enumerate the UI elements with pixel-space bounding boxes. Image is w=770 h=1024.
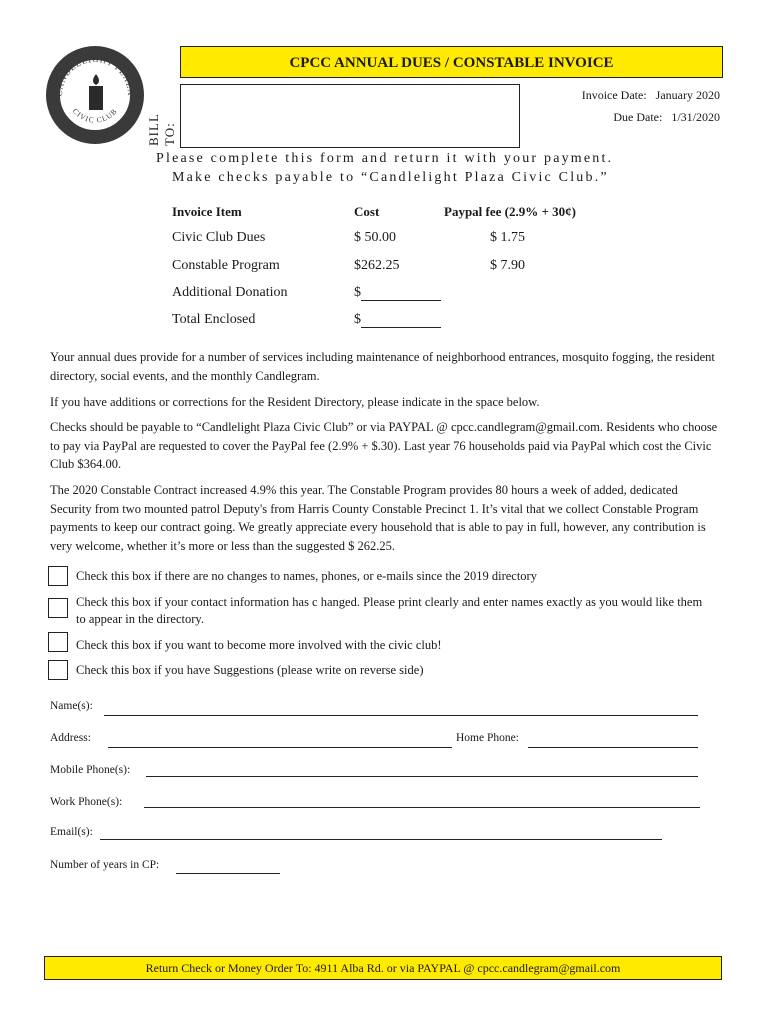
mobile-phone-input[interactable]: [146, 775, 698, 777]
row-fee-constable: $ 7.90: [490, 258, 525, 273]
total-dollar: $: [354, 312, 361, 327]
row-item-constable: Constable Program: [172, 258, 280, 273]
col-header-fee: Paypal fee (2.9% + 30¢): [444, 204, 576, 219]
years-label: Number of years in CP:: [50, 859, 160, 871]
checkbox-info-changed[interactable]: [48, 598, 68, 618]
check-label-no-changes: Check this box if there are no changes to names, phones, or e-mails since the 2019 directory: [76, 569, 537, 583]
email-input[interactable]: [100, 838, 662, 840]
club-logo: [46, 46, 144, 144]
logo-graphic: [46, 46, 144, 144]
checkbox-no-changes[interactable]: [48, 566, 68, 586]
names-label: Name(s):: [50, 700, 93, 712]
address-label: Address:: [50, 732, 91, 744]
row-cost-dues: $ 50.00: [354, 230, 396, 245]
invoice-date-value: January 2020: [655, 88, 720, 102]
home-phone-label: Home Phone:: [456, 732, 519, 744]
donation-amount-line[interactable]: [361, 286, 441, 301]
invoice-title: CPCC ANNUAL DUES / CONSTABLE INVOICE: [180, 46, 723, 78]
paragraph-payment: Checks should be payable to “Candlelight Plaza Civic Club” or via PAYPAL @ cpcc.candlegram@gmail.com. Residents who choose to pay via PayPal are requested to cover the PayPal fee (2.9% + $.30). Last year 76 households paid via PayPal which cost the Civic Club $364.00.: [50, 420, 718, 471]
paragraph-directory: If you have additions or corrections for the Resident Directory, please indicate in the space below.: [50, 395, 540, 409]
logo-text-top: CANDLELIGHT PLAZA: [53, 53, 137, 97]
row-cost-donation[interactable]: [354, 285, 441, 301]
check-label-suggestions: Check this box if you have Suggestions (please write on reverse side): [76, 663, 424, 677]
home-phone-input[interactable]: [528, 746, 698, 748]
intro-line-2: Make checks payable to “Candlelight Plaza Civic Club.”: [172, 170, 609, 185]
return-address-bar: Return Check or Money Order To: 4911 Alba Rd. or via PAYPAL @ cpcc.candlegram@gmail.com: [44, 956, 722, 980]
work-phone-label: Work Phone(s):: [50, 796, 123, 808]
work-phone-input[interactable]: [144, 806, 700, 808]
row-item-donation: Additional Donation: [172, 285, 288, 300]
row-item-total: Total Enclosed: [172, 312, 256, 327]
due-date-value: 1/31/2020: [671, 110, 720, 124]
due-date-label: Due Date:: [613, 110, 663, 124]
checkbox-get-involved[interactable]: [48, 632, 68, 652]
due-date-row: [613, 110, 720, 125]
bill-to-label: BILL TO:: [146, 113, 177, 146]
email-label: Email(s):: [50, 826, 93, 838]
intro-line-1: Please complete this form and return it with your payment.: [156, 151, 614, 166]
mobile-phone-label: Mobile Phone(s):: [50, 764, 131, 776]
invoice-date-row: [582, 88, 720, 103]
invoice-date-label: Invoice Date:: [581, 88, 647, 102]
donation-dollar: $: [354, 285, 361, 300]
col-header-item: Invoice Item: [172, 204, 242, 219]
col-header-cost: Cost: [354, 204, 380, 219]
row-fee-dues: $ 1.75: [490, 230, 525, 245]
check-label-info-changed: Check this box if your contact information has c hanged. Please print clearly and enter names exactly as you would like them to appear in the directory.: [76, 595, 703, 626]
paragraph-constable: The 2020 Constable Contract increased 4.9% this year. The Constable Program provides 80 hours a week of added, dedicated Security from two mounted patrol Deputy's from Harris County Constable Precinct 1. It’s vital that we collect Constable Program payments to keep our contract going. We greatly appreciate every household that is able to pay in full, however, any contribution is very welcome, whether it’s more or less than the suggested $ 262.25.: [50, 483, 706, 553]
logo-text-bottom: CIVIC CLUB: [70, 106, 120, 125]
row-cost-constable: $262.25: [354, 258, 400, 273]
bill-to-box[interactable]: [180, 84, 520, 148]
paragraph-services: Your annual dues provide for a number of services including maintenance of neighborhood entrances, mosquito fogging, the resident directory, social events, and the monthly Candlegram.: [50, 350, 715, 383]
row-item-dues: Civic Club Dues: [172, 230, 266, 245]
address-input[interactable]: [108, 746, 452, 748]
row-cost-total[interactable]: [354, 312, 441, 328]
names-input[interactable]: [104, 714, 698, 716]
check-label-get-involved: Check this box if you want to become more involved with the civic club!: [76, 638, 442, 652]
checkbox-suggestions[interactable]: [48, 660, 68, 680]
years-input[interactable]: [176, 872, 280, 874]
total-amount-line[interactable]: [361, 313, 441, 328]
